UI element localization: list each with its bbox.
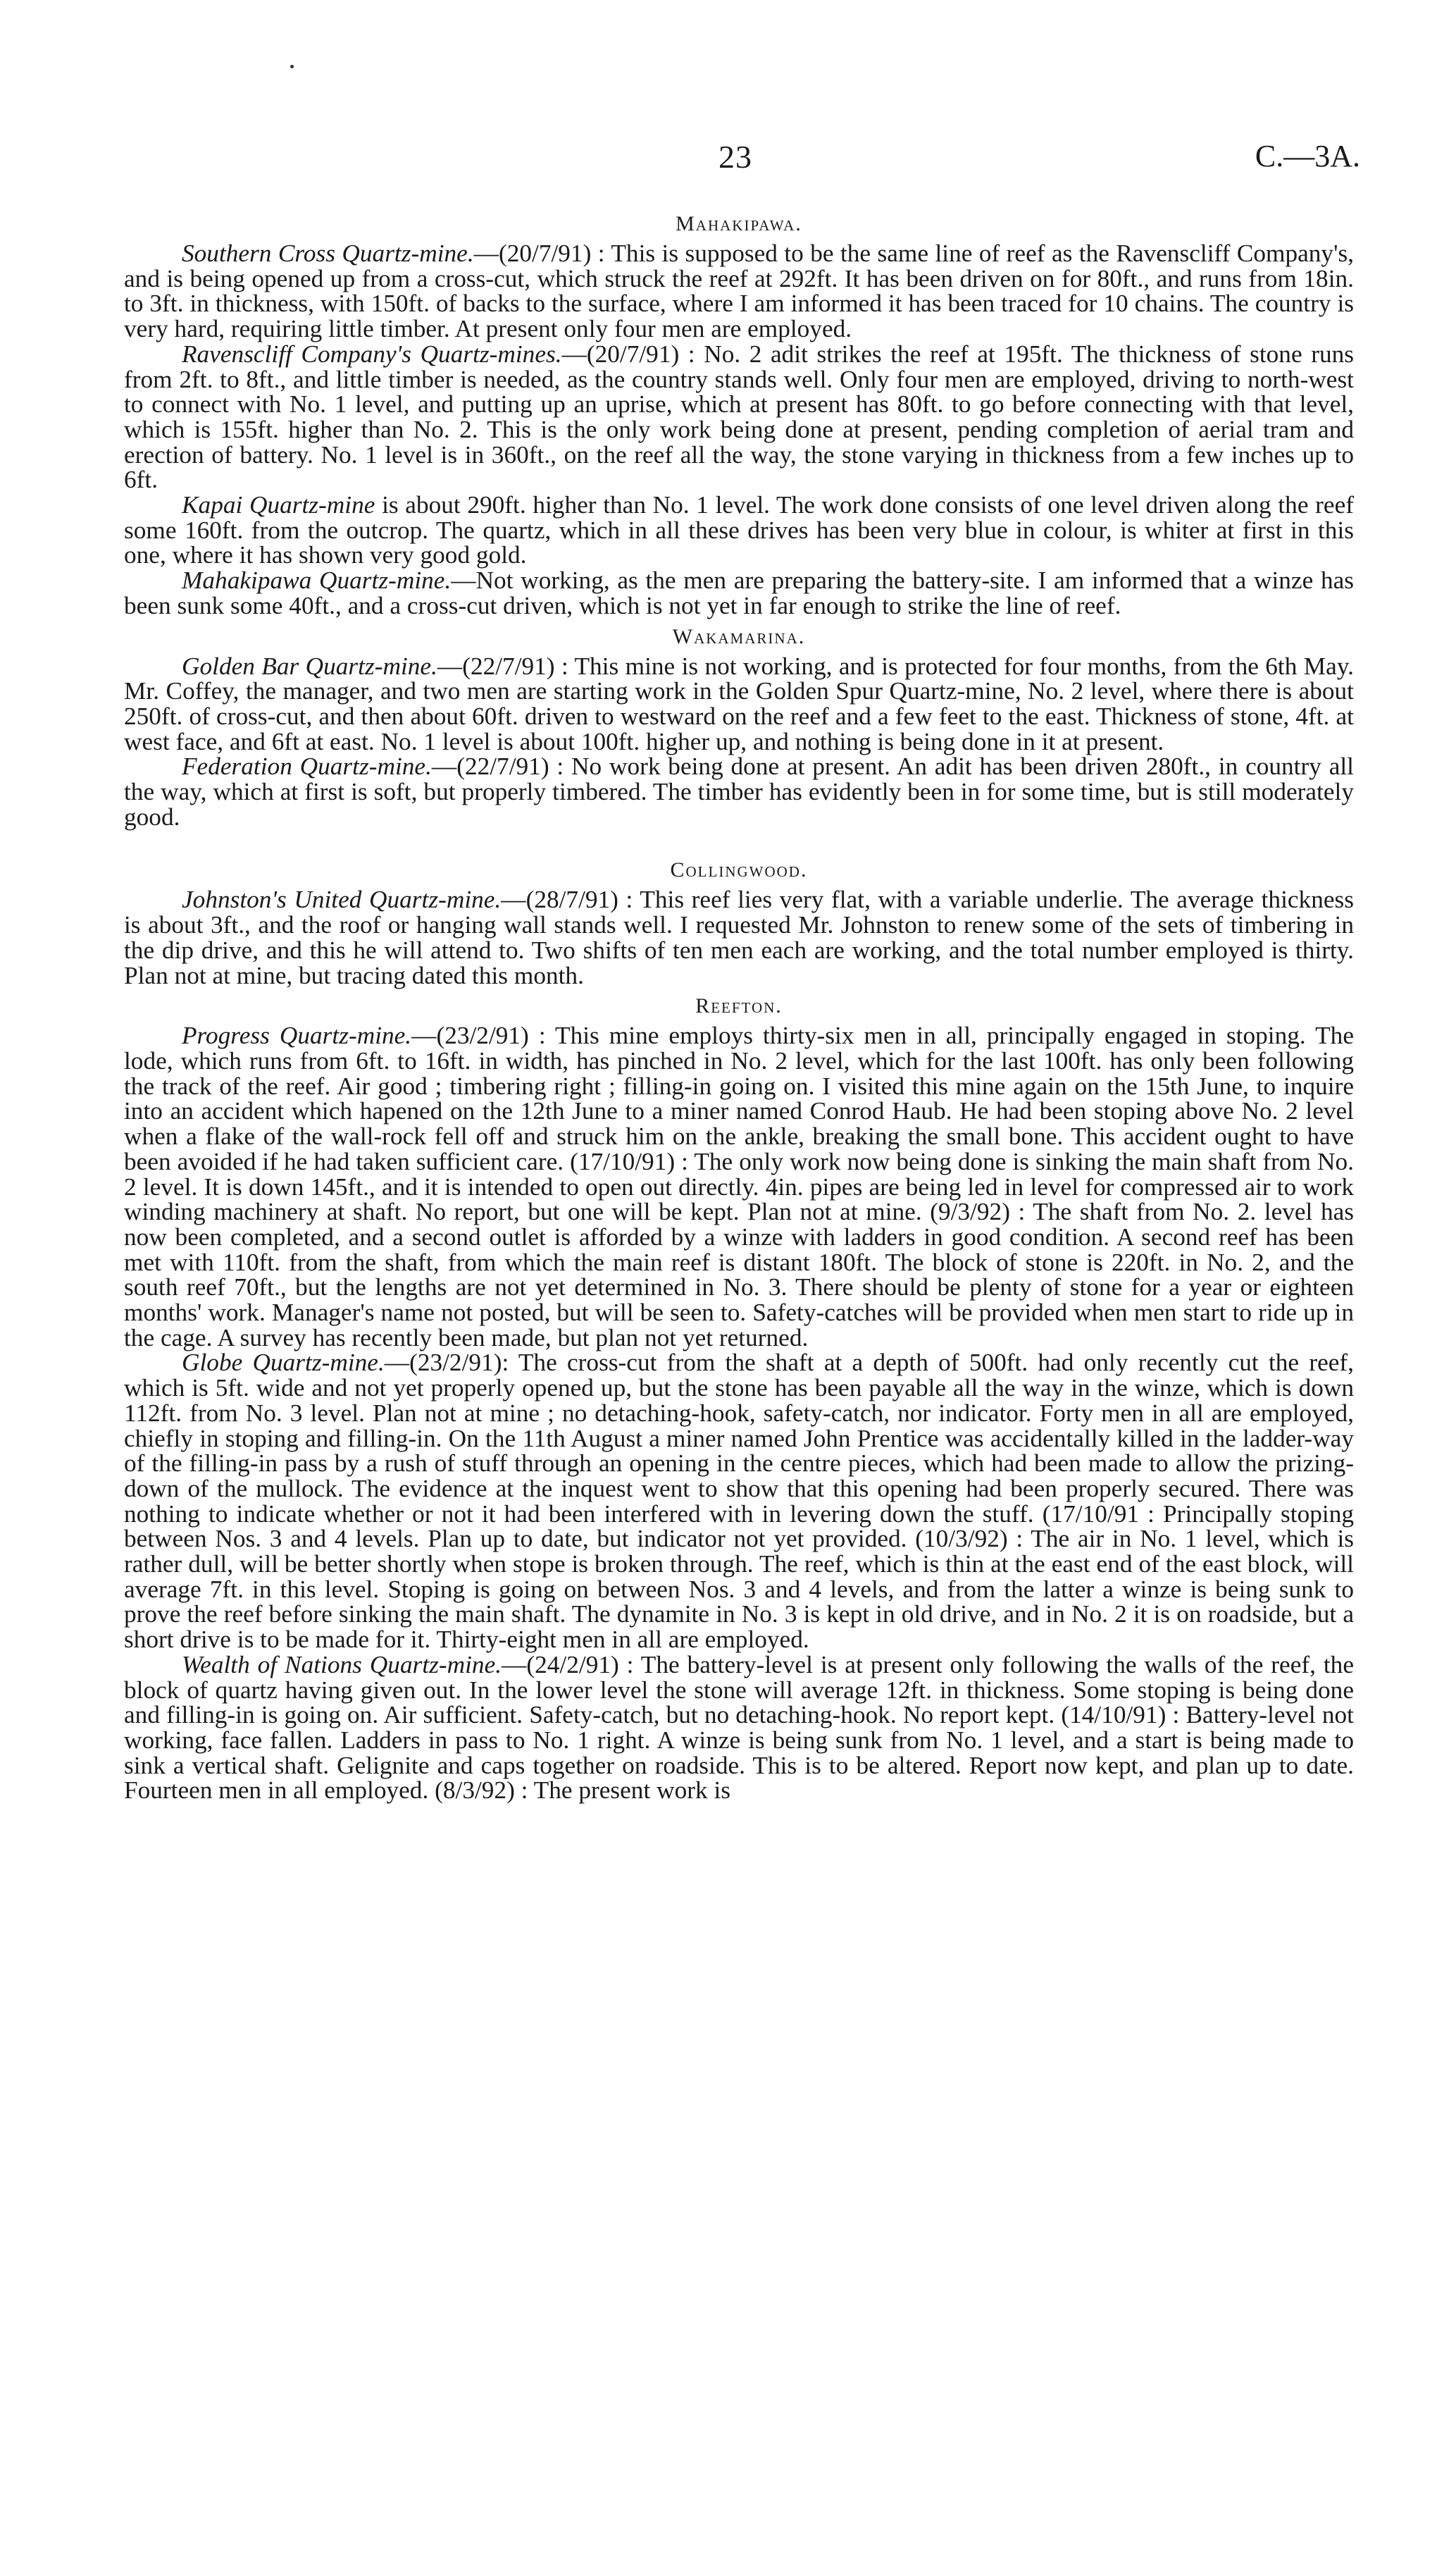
- section-heading-mahakipawa: Mahakipawa.: [676, 212, 802, 235]
- section-heading-wakamarina: Wakamarina.: [672, 624, 806, 648]
- section-heading-collingwood: Collingwood.: [670, 858, 808, 882]
- entry-johnstons-united: [124, 887, 1354, 988]
- entry-ravenscliff: [124, 342, 1354, 493]
- entry-kapai: [124, 493, 1354, 568]
- mine-name: Mahakipawa Quartz-mine.: [182, 567, 452, 595]
- entry-text: is about 290ft. higher than No. 1 level. The work done consists of one level driven along the reef some 160ft. from the outcrop. The quartz, which in all these drives has been very blue in colour, is whiter at first in this one, where it has shown very good gold.: [124, 491, 1354, 569]
- entry-wealth-of-nations: [124, 1652, 1354, 1803]
- mine-name: Southern Cross Quartz-mine.: [182, 240, 474, 267]
- mine-name: Johnston's United Quartz-mine.: [182, 886, 502, 914]
- mine-name: Progress Quartz-mine.: [182, 1022, 412, 1050]
- mine-name: Golden Bar Quartz-mine.: [182, 652, 437, 680]
- text-column: [124, 206, 1354, 1803]
- page-header: [0, 138, 1456, 180]
- entry-text: —(20/7/91) : This is supposed to be the same line of reef as the Ravenscliff Company's, and is being opened up from a cross-cut, which struck the reef at 292ft. It has been driven on for 80ft., and runs from 18in. to 3ft. in thickness, with 150ft. of backs to the surface, where I am informed it has been traced for 10 chains. The country is very hard, requiring little timber. At present only four men are employed.: [124, 240, 1355, 343]
- entry-text: —(23/2/91) : This mine employs thirty-six men in all, principally engaged in stoping. The lode, which runs from 6ft. to 16ft. in width, has pinched in No. 2 level, which for the last 100ft. has only been following the track of the reef. Air good ; timbering right ; filling-in going on. I visited this mine again on the 15th June, to inquire into an accident which hapened on the 12th June to a miner named Conrod Haub. He had been stoping above No. 2 level when a flake of the wall-rock fell off and struck him on the ankle, breaking the small bone. This accident ought to have been avoided if he had taken sufficient care. (17/10/91) : The only work now being done is sinking the main shaft from No. 2 level. It is down 145ft., and it is intended to open out directly. 4in. pipes are being led in level for compressed air to work winding machinery at shaft. No report, but one will be kept. Plan not at mine. (9/3/92) : The shaft from No. 2. level has now been completed, and a second outlet is afforded by a winze with ladders in good condition. A second reef has been met with 110ft. from the shaft, from which the main reef is distant 180ft. The block of stone is 220ft. in No. 2, and the south reef 70ft., but the lengths are not yet determined in No. 3. There should be plenty of stone for a year or eighteen months' work. Manager's name not posted, but will be seen to. Safety-catches will be provided when men start to ride up in the cage. A survey has recently been made, but plan not yet returned.: [124, 1022, 1354, 1351]
- entry-federation: [124, 754, 1354, 829]
- mine-name: Ravenscliff Company's Quartz-mines.: [182, 340, 562, 368]
- section-heading-reefton: Reefton.: [695, 994, 783, 1018]
- entry-text: —(22/7/91) : No work being done at present. An adit has been driven 280ft., in country all the way, which at first is soft, but properly timbered. The timber has evidently been in for some time, but is still moderately good.: [124, 753, 1354, 831]
- entry-text: —(20/7/91) : No. 2 adit strikes the reef at 195ft. The thickness of stone runs from 2ft. to 8ft., and little timber is needed, as the country stands well. Only four men are employed, driving to north-west to connect with No. 1 level, and putting up an uprise, which at present has 80ft. to go before connecting with that level, which is 155ft. higher than No. 2. This is the only work being done at present, pending completion of aerial tram and erection of battery. No. 1 level is in 360ft., on the reef all the way, the stone varying in thickness from a few inches up to 6ft.: [124, 340, 1354, 494]
- entry-text: —(24/2/91) : The battery-level is at present only following the walls of the reef, the block of quartz having given out. In the lower level the stone will average 12ft. in thickness. Some stoping is being done and filling-in is going on. Air sufficient. Safety-catch, but no detaching-hook. No report kept. (14/10/91) : Battery-level not working, face fallen. Ladders in pass to No. 1 right. A winze is being sunk from No. 1 level, and a start is being made to sink a vertical shaft. Gelignite and caps together on roadside. This is to be altered. Report now kept, and plan up to date. Fourteen men in all employed. (8/3/92) : The present work is: [124, 1650, 1355, 1805]
- mine-name: Federation Quartz-mine.: [182, 753, 432, 781]
- entry-globe: [124, 1350, 1354, 1652]
- document-code: C.—3A.: [1255, 139, 1360, 173]
- page-number: 23: [718, 139, 752, 175]
- entry-golden-bar: [124, 654, 1354, 755]
- entry-text: —Not working, as the men are preparing the battery-site. I am informed that a winze has been sunk some 40ft., and a cross-cut driven, which is not yet in far enough to strike the line of reef.: [124, 567, 1354, 619]
- mine-name: Wealth of Nations Quartz-mine.: [182, 1650, 502, 1678]
- entry-southern-cross: [124, 241, 1354, 342]
- entry-progress: [124, 1023, 1354, 1350]
- mine-name: Globe Quartz-mine.: [182, 1349, 385, 1377]
- entry-text: —(22/7/91) : This mine is not working, and is protected for four months, from the 6th May. Mr. Coffey, the manager, and two men are starting work in the Golden Spur Quartz-mine, No. 2 level, where there is about 250ft. of cross-cut, and then about 60ft. driven to westward on the reef and a few feet to the east. Thickness of stone, 4ft. at west face, and 6ft at east. No. 1 level is about 100ft. higher up, and nothing is being done in it at present.: [124, 652, 1354, 755]
- print-speck: [290, 65, 294, 68]
- mine-name: Kapai Quartz-mine: [182, 491, 375, 519]
- entry-mahakipawa: [124, 568, 1354, 618]
- entry-text: —(28/7/91) : This reef lies very flat, with a variable underlie. The average thickness is about 3ft., and the roof or hanging wall stands well. I requested Mr. Johnston to renew some of the sets of timbering in the dip drive, and this he will attend to. Two shifts of ten men each are working, and the total number employed is thirty. Plan not at mine, but tracing dated this month.: [124, 886, 1354, 989]
- entry-text: —(23/2/91): The cross-cut from the shaft at a depth of 500ft. had only recently cut the reef, which is 5ft. wide and not yet properly opened up, but the stone has been payable all the way in the winze, which is down 112ft. from No. 3 level. Plan not at mine ; no detaching-hook, safety-catch, nor indicator. Forty men in all are employed, chiefly in stoping and filling-in. On the 11th August a miner named John Prentice was accidentally killed in the ladder-way of the filling-in pass by a rush of stuff through an opening in the centre pieces, which had been made to allow the prizing-down of the mullock. The evidence at the inquest went to show that this opening had been properly secured. There was nothing to indicate whether or not it had been interfered with in levering down the stuff. (17/10/91 : Principally stoping between Nos. 3 and 4 levels. Plan up to date, but indicator not yet provided. (10/3/92) : The air in No. 1 level, which is rather dull, will be better shortly when stope is broken through. The reef, which is thin at the east end of the east block, will average 7ft. in this level. Stoping is going on between Nos. 3 and 4 levels, and from the latter a winze is being sunk to prove the reef before sinking the main shaft. The dynamite in No. 3 is kept in old drive, and in No. 2 it is on roadside, but a short drive is to be made for it. Thirty-eight men in all are employed.: [124, 1349, 1354, 1654]
